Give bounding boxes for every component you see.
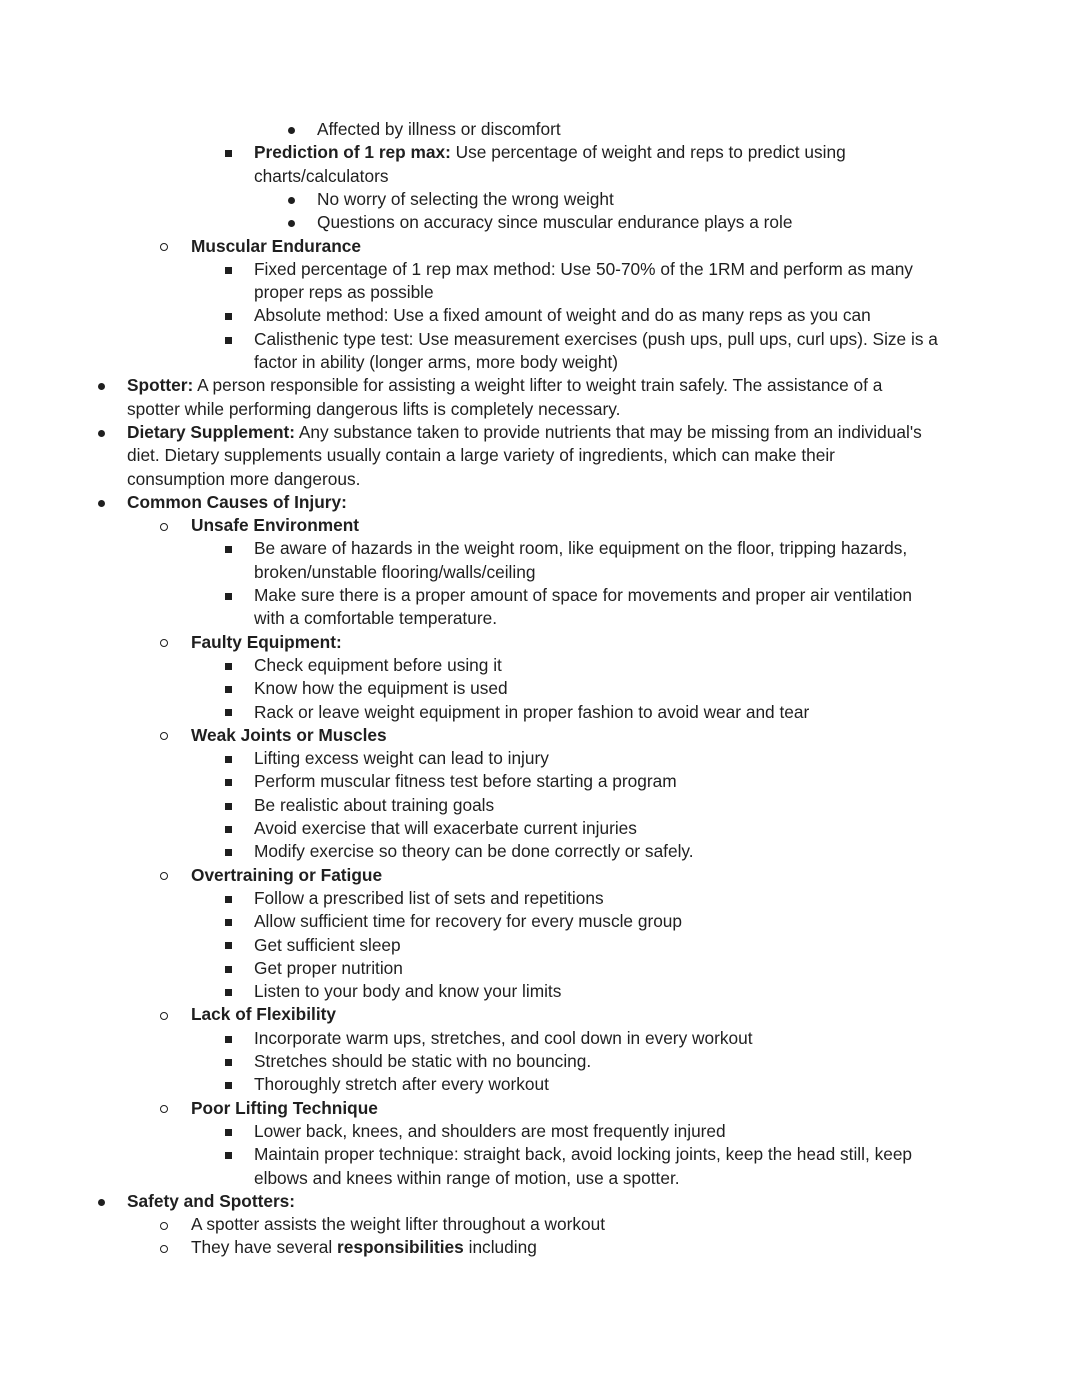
list-item-text: Maintain proper technique: straight back, avoid locking joints, keep the head still, keep [254,1144,913,1165]
bullet-circle-icon [154,1213,174,1236]
list-item-heading: Weak Joints or Muscles [191,724,387,745]
list-item [191,1003,336,1026]
list-item [127,1190,295,1213]
list-item [254,258,913,281]
bullet-square-icon [218,794,238,817]
list-item-text: Absolute method: Use a fixed amount of weight and do as many reps as you can [254,305,871,326]
list-item [254,701,809,724]
list-item-text: Lower back, knees, and shoulders are most frequently injured [254,1120,726,1141]
list-item [127,468,360,491]
list-item-text: Stretches should be static with no bouncing. [254,1051,592,1071]
list-item-heading: Overtraining or Fatigue [191,864,383,885]
list-item-text: Get proper nutrition [254,957,403,978]
bullet-circle-icon [154,864,174,887]
list-item-text: Calisthenic type test: Use measurement exercises (push ups, pull ups, curl ups). Size is a [254,328,938,349]
list-item-heading: Muscular Endurance [191,235,361,256]
bullet-square-icon [218,747,238,770]
bullet-dot-icon [281,211,301,234]
list-item-text: Rack or leave weight equipment in proper fashion to avoid wear and tear [254,701,810,722]
list-item-text: Perform muscular fitness test before starting a program [254,771,677,792]
list-item-text: Be realistic about training goals [254,794,495,815]
list-item [127,374,882,397]
list-item [254,1073,549,1096]
list-item [254,304,871,327]
bullet-circle-icon [154,235,174,258]
bullet-dot-icon [91,421,111,444]
list-item [254,980,561,1003]
list-item-text: Allow sufficient time for recovery for every muscle group [254,911,683,932]
list-item [317,188,614,211]
list-item [254,607,497,630]
bullet-square-icon [218,1050,238,1073]
bullet-circle-icon [154,724,174,747]
list-item-text: Check equipment before using it [254,654,502,675]
bullet-square-icon [218,1073,238,1096]
list-item [317,211,792,234]
list-item-text: Follow a prescribed list of sets and repetitions [254,887,604,908]
bullet-square-icon [218,328,238,351]
list-item [254,351,618,374]
list-item [254,1027,753,1050]
bullet-dot-icon [281,188,301,211]
list-item-heading: Lack of Flexibility [191,1004,337,1025]
list-item [254,1143,912,1166]
list-item-text: spotter while performing dangerous lifts is completely necessary. [127,398,621,419]
list-item-text: Affected by illness or discomfort [317,119,561,139]
list-item-emphasis: responsibilities [337,1237,464,1258]
list-item [254,1120,726,1143]
list-item-text: Any substance taken to provide nutrients that may be missing from an individual's [295,421,922,442]
list-item-heading: Common Causes of Injury: [127,491,347,512]
list-item-text: Fixed percentage of 1 rep max method: Use 50-70% of the 1RM and perform as many [254,258,913,279]
list-item-text: including [463,1237,537,1258]
list-item-heading: Faulty Equipment: [191,631,342,652]
list-item-text: Modify exercise so theory can be done correctly or safely. [254,841,694,862]
list-item [254,770,677,793]
list-item [127,444,835,467]
list-item-text: Avoid exercise that will exacerbate current injuries [254,818,637,838]
bullet-square-icon [218,654,238,677]
list-item-heading: Safety and Spotters: [127,1190,296,1211]
bullet-circle-icon [154,1003,174,1026]
list-item [254,1167,680,1190]
bullet-circle-icon [154,631,174,654]
list-item-text: Be aware of hazards in the weight room, like equipment on the floor, tripping hazards, [254,538,908,559]
bullet-square-icon [218,677,238,700]
bullet-circle-icon [154,514,174,537]
bullet-circle-icon [154,1236,174,1259]
list-item-heading: Poor Lifting Technique [191,1097,378,1118]
list-item-text: proper reps as possible [254,282,434,303]
list-item [254,887,604,910]
bullet-square-icon [218,304,238,327]
list-item-text: Lifting excess weight can lead to injury [254,748,549,769]
list-item-text: Get sufficient sleep [254,934,401,955]
list-item [191,1097,378,1120]
list-item-text: Know how the equipment is used [254,678,508,699]
list-item-text: Questions on accuracy since muscular endurance plays a role [317,212,793,233]
list-item-text: diet. Dietary supplements usually contain a large variety of ingredients, which can make their [127,445,835,466]
bullet-square-icon [218,258,238,281]
bullet-dot-icon [91,374,111,397]
bullet-square-icon [218,141,238,164]
list-item-text: broken/unstable flooring/walls/ceiling [254,561,536,582]
list-item [254,840,694,863]
list-item-text: charts/calculators [254,165,389,186]
list-item-heading: Spotter: [127,375,194,396]
bullet-square-icon [218,701,238,724]
list-item [191,724,387,747]
bullet-dot-icon [281,118,301,141]
bullet-square-icon [218,1143,238,1166]
list-item [191,864,382,887]
list-item [254,934,401,957]
list-item-heading: Dietary Supplement: [127,421,296,442]
list-item-text: Thoroughly stretch after every workout [254,1074,549,1095]
list-item [254,165,388,188]
list-item-text: Listen to your body and know your limits [254,981,562,1002]
list-item [254,794,494,817]
list-item [127,491,347,514]
list-item [254,281,434,304]
list-item-heading: Prediction of 1 rep max: [254,142,451,163]
list-item [254,677,508,700]
bullet-square-icon [218,537,238,560]
list-item [191,1213,605,1236]
list-item-text: No worry of selecting the wrong weight [317,188,614,209]
list-item [191,235,361,258]
list-item [254,584,912,607]
bullet-square-icon [218,1120,238,1143]
list-item-text: factor in ability (longer arms, more body weight) [254,352,619,372]
list-item [254,561,535,584]
bullet-dot-icon [91,1190,111,1213]
list-item-text: A person responsible for assisting a weight lifter to weight train safely. The assistance of a [193,375,883,396]
bullet-dot-icon [91,491,111,514]
bullet-square-icon [218,934,238,957]
bullet-square-icon [218,1027,238,1050]
list-item [254,654,502,677]
list-item-text: Use percentage of weight and reps to predict using [450,142,846,163]
bullet-square-icon [218,770,238,793]
list-item-text: consumption more dangerous. [127,468,361,489]
list-item [317,118,561,141]
list-item [254,817,637,840]
bullet-square-icon [218,910,238,933]
list-item [254,1050,591,1073]
list-item-text: They have several [191,1237,338,1258]
list-item-text: Make sure there is a proper amount of space for movements and proper air ventilation [254,585,912,605]
list-item [254,328,938,351]
list-item-heading: Unsafe Environment [191,515,360,536]
list-item [254,141,846,164]
bullet-square-icon [218,980,238,1003]
bullet-circle-icon [154,1097,174,1120]
list-item [254,747,549,770]
list-item [191,514,359,537]
list-item [254,910,682,933]
bullet-square-icon [218,584,238,607]
list-item [127,398,620,421]
list-item [191,631,342,654]
bullet-square-icon [218,957,238,980]
bullet-square-icon [218,887,238,910]
bullet-square-icon [218,840,238,863]
bullet-square-icon [218,817,238,840]
list-item-text: A spotter assists the weight lifter throughout a workout [191,1214,606,1235]
list-item-text: with a comfortable temperature. [254,608,498,629]
list-item [254,957,403,980]
list-item [254,537,907,560]
list-item-text: Incorporate warm ups, stretches, and cool down in every workout [254,1027,753,1048]
list-item-text: elbows and knees within range of motion, use a spotter. [254,1167,680,1188]
list-item [191,1236,537,1259]
list-item [127,421,922,444]
